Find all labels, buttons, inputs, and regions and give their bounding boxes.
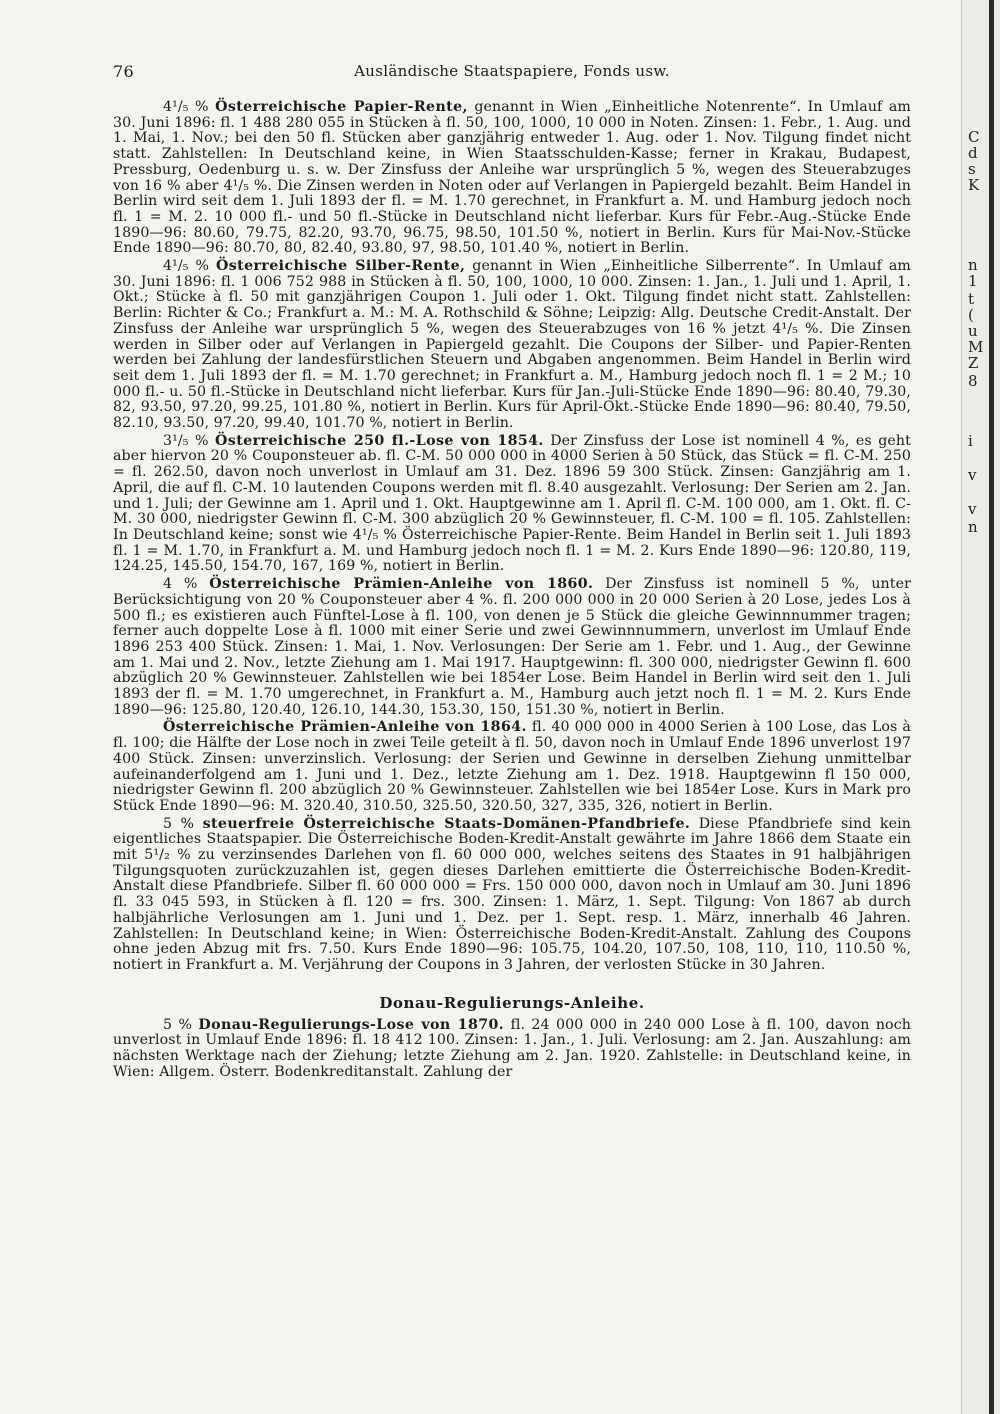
margin-fragment: t [968, 290, 975, 308]
entry-rate: 4 % [163, 576, 198, 593]
entry-text: Der Zinsfuss ist nominell 5 %, unter Berücksichtigung von 20 % Couponsteuer aber 4 %. fl. 200 000 000 in 20 000 Serien à 20 Lose, jedes Los à 500 fl.; es existieren auch Fünftel-Lose à fl. 100, von denen je 5 Stück die gleiche Gewinnnummer tragen; ferner auch doppelte Lose à fl. 1000 mit einer Serie und zwei Gewinnnummern, unverlost im Umlauf Ende 1896 253 400 Stück. Zinsen: 1. Mai, 1. Nov. Verlosungen: Der Serie am 1. Febr. und 1. Aug., der Gewinne am 1. Mai und 2. Nov., letzte Ziehung am 1. Mai 1917. Hauptgewinn: fl. 300 000, niedrigster Gewinn fl. 600 abzüglich 20 % Gewinnsteuer. Zahlstellen wie bei 1854er Lose. Beim Handel in Berlin wird seit den 1. Juli 1893 der fl. = M. 1.70 umgerechnet, in Frankfurt a. M., Hamburg auch jetzt noch fl. 1 = M. 2. Kurs Ende 1890—96: 125.80, 120.40, 126.10, 144.30, 153.30, 150, 151.30 %, notiert in Berlin. [113, 576, 911, 718]
entry-title: Österreichische Silber-Rente, [215, 258, 466, 275]
entry-text: fl. 24 000 000 in 240 000 Lose à fl. 100, davon noch unverlost in Umlauf Ende 1896: fl. 18 412 100. Zinsen: 1. Jan., 1. Juli. Verlosung: am 2. Jan. Auszahlung: am nächsten Werktage nach der Ziehung; letzte Ziehung am 2. Jan. 1920. Zahlstelle: in Deutschland keine, in Wien: Allgem. Österr. Bodenkreditanstalt. Zahlung der [113, 1016, 911, 1080]
margin-fragment: M [968, 338, 984, 356]
margin-fragment: n [968, 256, 978, 274]
entry-domaenen-pfandbriefe [113, 817, 911, 974]
entry-title: steuerfreie Österreichische Staats-Domänen-Pfandbriefe. [202, 815, 691, 832]
entry-title: Österreichische Prämien-Anleihe von 1864. [163, 719, 527, 736]
book-page [113, 58, 911, 1082]
entry-title: Österreichische 250 fl.-Lose von 1854. [215, 432, 544, 449]
entry-rate: 4¹/₅ % [163, 99, 209, 115]
entry-text: genannt in Wien „Einheitliche Silberrente“. In Umlauf am 30. Juni 1896: fl. 1 006 752 988 in Stücken à fl. 50, 100, 1000, 10 000. Zinsen: 1. Jan., 1. Juli und 1. April, 1. Okt.; Stücke à fl. 50 mit ganzjährigen Coupon 1. Juli oder 1. Okt. Tilgung findet nicht statt. Zahlstellen: Berlin: Richter & Co.; Frankfurt a. M.: M. A. Rothschild & Söhne; Leipzig: Allg. Deutsche Credit-Anstalt. Der Zinsfuss der Anleihe war ursprünglich 5 %, wegen des Steuerabzuges von 16 % jetzt 4¹/₅ %. Die Zinsen werden in Silber oder auf Verlangen in Papiergeld gezahlt. Die Coupons der Silber- und Papier-Renten werden bei Zahlung der landesfürstlichen Steuern und Abgaben angenommen. Beim Handel in Berlin wird seit dem 1. Juli 1893 der fl. = M. 1.70 gerechnet; in Frankfurt a. M., Hamburg jedoch noch fl. 1 = 2 M.; 10 000 fl.- u. 50 fl.-Stücke in Deutschland nicht lieferbar. Kurs für Jan.-Juli-Stücke Ende 1890—96: 80.40, 79.30, 82, 93.50, 97.20, 99.25, 101.80 %, notiert in Berlin. Kurs für April-Okt.-Stücke Ende 1890—96: 80.40, 79.50, 82.10, 93.50, 97.20, 99.40, 101.70 %, notiert in Berlin. [113, 258, 911, 432]
entry-list [113, 100, 911, 974]
entry-rate: 5 % [163, 1016, 193, 1033]
margin-fragment: K [968, 176, 980, 194]
margin-fragment: v [968, 500, 977, 518]
entry-text: Der Zinsfuss der Lose ist nominell 4 %, es geht aber hiervon 20 % Couponsteuer ab. fl. C-M. 50 000 000 in 4000 Serien à 50 Stück, das Stück = fl. C-M. 250 = fl. 262.50, davon noch unverlost in Umlauf am 31. Dez. 1896 59 300 Stück. Zinsen: Ganzjährig am 1. April, die auf fl. C-M. 10 lautenden Coupons werden mit fl. 8.40 ausgezahlt. Verlosung: Der Serien am 2. Jan. und 1. Juli; der Gewinne am 1. April und 1. Okt. Hauptgewinne am 1. April fl. C-M. 100 000, am 1. Okt. fl. C-M. 30 000, niedrigster Gewinn fl. C-M. 300 abzüglich 20 % Gewinnsteuer, fl. C-M. 100 = fl. 105. Zahlstellen: In Deutschland keine; sonst wie 4¹/₅ % Österreichische Papier-Rente. Beim Handel in Berlin seit 1. Juli 1893 fl. 1 = M. 1.70, in Frankfurt a. M. und Hamburg jedoch noch fl. 1 = M. 2. Kurs Ende 1890—96: 120.80, 119, 124.25, 145.50, 154.70, 167, 169 %, notiert in Berlin. [113, 432, 911, 575]
entry-title: Österreichische Papier-Rente, [215, 99, 468, 115]
margin-fragment: n [968, 518, 978, 536]
entry-rate: 4¹/₅ % [163, 258, 210, 275]
entry-praemien-1860 [113, 577, 911, 718]
entry-silber-rente [113, 259, 911, 432]
running-head [113, 58, 911, 88]
entry-papier-rente [113, 100, 911, 257]
margin-fragment: i [968, 432, 973, 450]
margin-fragment: ( [968, 306, 974, 324]
entry-praemien-1864 [113, 720, 911, 814]
page-edge-shadow [989, 0, 994, 1414]
entry-donau-lose [113, 1018, 911, 1081]
entry-lose-1854 [113, 434, 911, 575]
margin-fragment: Z [968, 354, 979, 372]
margin-fragment: 1 [968, 272, 978, 290]
adjacent-page-edge [961, 0, 1000, 1414]
page-number: 76 [113, 62, 134, 81]
entry-rate: 5 % [163, 815, 195, 832]
margin-fragment: v [968, 466, 977, 484]
entry-text: genannt in Wien „Einheitliche Notenrente“. In Umlauf am 30. Juni 1896: fl. 1 488 280 055 in Stücken à fl. 50, 100, 1000, 10 000 in Noten. Zinsen: 1. Febr., 1. Aug. und 1. Mai, 1. Nov.; bei den 50 fl. Stücken aber ganzjährig entweder 1. Aug. oder 1. Nov. Tilgung findet nicht statt. Zahlstellen: In Deutschland keine, in Wien Staatsschulden-Kasse; ferner in Krakau, Budapest, Pressburg, Oedenburg u. s. w. Der Zinsfuss der Anleihe war ursprünglich 5 %, wegen des Steuerabzuges von 16 % aber 4¹/₅ %. Die Zinsen werden in Noten oder auf Verlangen in Papiergeld bezahlt. Beim Handel in Berlin wird seit dem 1. Juli 1893 der fl. = M. 1.70 gerechnet, in Frankfurt a. M. und Hamburg jedoch noch fl. 1 = M. 2. 10 000 fl.- und 50 fl.-Stücke in Deutschland nicht lieferbar. Kurs für Febr.-Aug.-Stücke Ende 1890—96: 80.60, 79.75, 82.20, 93.70, 96.75, 98.50, 101.50 %, notiert in Berlin. Kurs für Mai-Nov.-Stücke Ende 1890—96: 80.70, 80, 82.40, 93.80, 97, 98.50, 101.40 %, notiert in Berlin. [113, 99, 911, 257]
section-heading: Donau-Regulierungs-Anleihe. [379, 993, 645, 1012]
margin-fragment: s [968, 160, 976, 178]
margin-fragment: d [968, 144, 978, 162]
margin-fragment: 8 [968, 372, 978, 390]
margin-fragment: u [968, 322, 978, 340]
margin-fragment: C [968, 128, 980, 146]
entry-text: fl. 40 000 000 in 4000 Serien à 100 Lose, das Los à fl. 100; die Hälfte der Lose noch in zwei Teile geteilt à fl. 50, davon noch in Umlauf Ende 1896 unverlost 197 400 Stück. Zinsen: unverzinslich. Verlosung: der Serien und Gewinne in derselben Ziehung unmittelbar aufeinanderfolgend am 1. Juni und 1. Dez., letzte Ziehung am 1. Dez. 1918. Hauptgewinn fl 150 000, niedrigster Gewinn fl. 200 abzüglich 20 % Gewinnsteuer. Zahlstellen wie bei 1854er Lose. Kurs in Mark pro Stück Ende 1890—96: M. 320.40, 310.50, 325.50, 320.50, 327, 335, 326, notiert in Berlin. [113, 719, 911, 814]
running-title: Ausländische Staatspapiere, Fonds usw. [354, 62, 670, 80]
entry-rate: 3¹/₅ % [163, 432, 209, 449]
entry-text: Diese Pfandbriefe sind kein eigentliches Staatspapier. Die Österreichische Boden-Kredit-Anstalt gewährte im Jahre 1866 dem Staate ein mit 5¹/₂ % zu verzinsendes Darlehen von fl. 60 000 000, welches seitens des Staates in 91 halbjährigen Tilgungsquoten zurückzuzahlen ist, gegen dieses Darlehen emittierte die Österreichische Boden-Kredit-Anstalt diese Pfandbriefe. Silber fl. 60 000 000 = Frs. 150 000 000, davon noch in Umlauf am 30. Juni 1896 fl. 33 045 593, in Stücken à fl. 120 = frs. 300. Zinsen: 1. März, 1. Sept. Tilgung: Von 1867 ab durch halbjährliche Verlosungen am 1. Juni und 1. Dez. per 1. Sept. resp. 1. März, innerhalb 46 Jahren. Zahlstellen: In Deutschland keine; in Wien: Österreichische Boden-Kredit-Anstalt. Zahlung des Coupons ohne jeden Abzug mit frs. 7.50. Kurs Ende 1890—96: 105.75, 104.20, 107.50, 108, 110, 110, 110.50 %, notiert in Frankfurt a. M. Verjährung der Coupons in 3 Jahren, der verlosten Stücke in 30 Jahren. [113, 815, 911, 973]
entry-title: Österreichische Prämien-Anleihe von 1860. [209, 576, 594, 593]
entry-title: Donau-Regulierungs-Lose von 1870. [198, 1016, 505, 1033]
